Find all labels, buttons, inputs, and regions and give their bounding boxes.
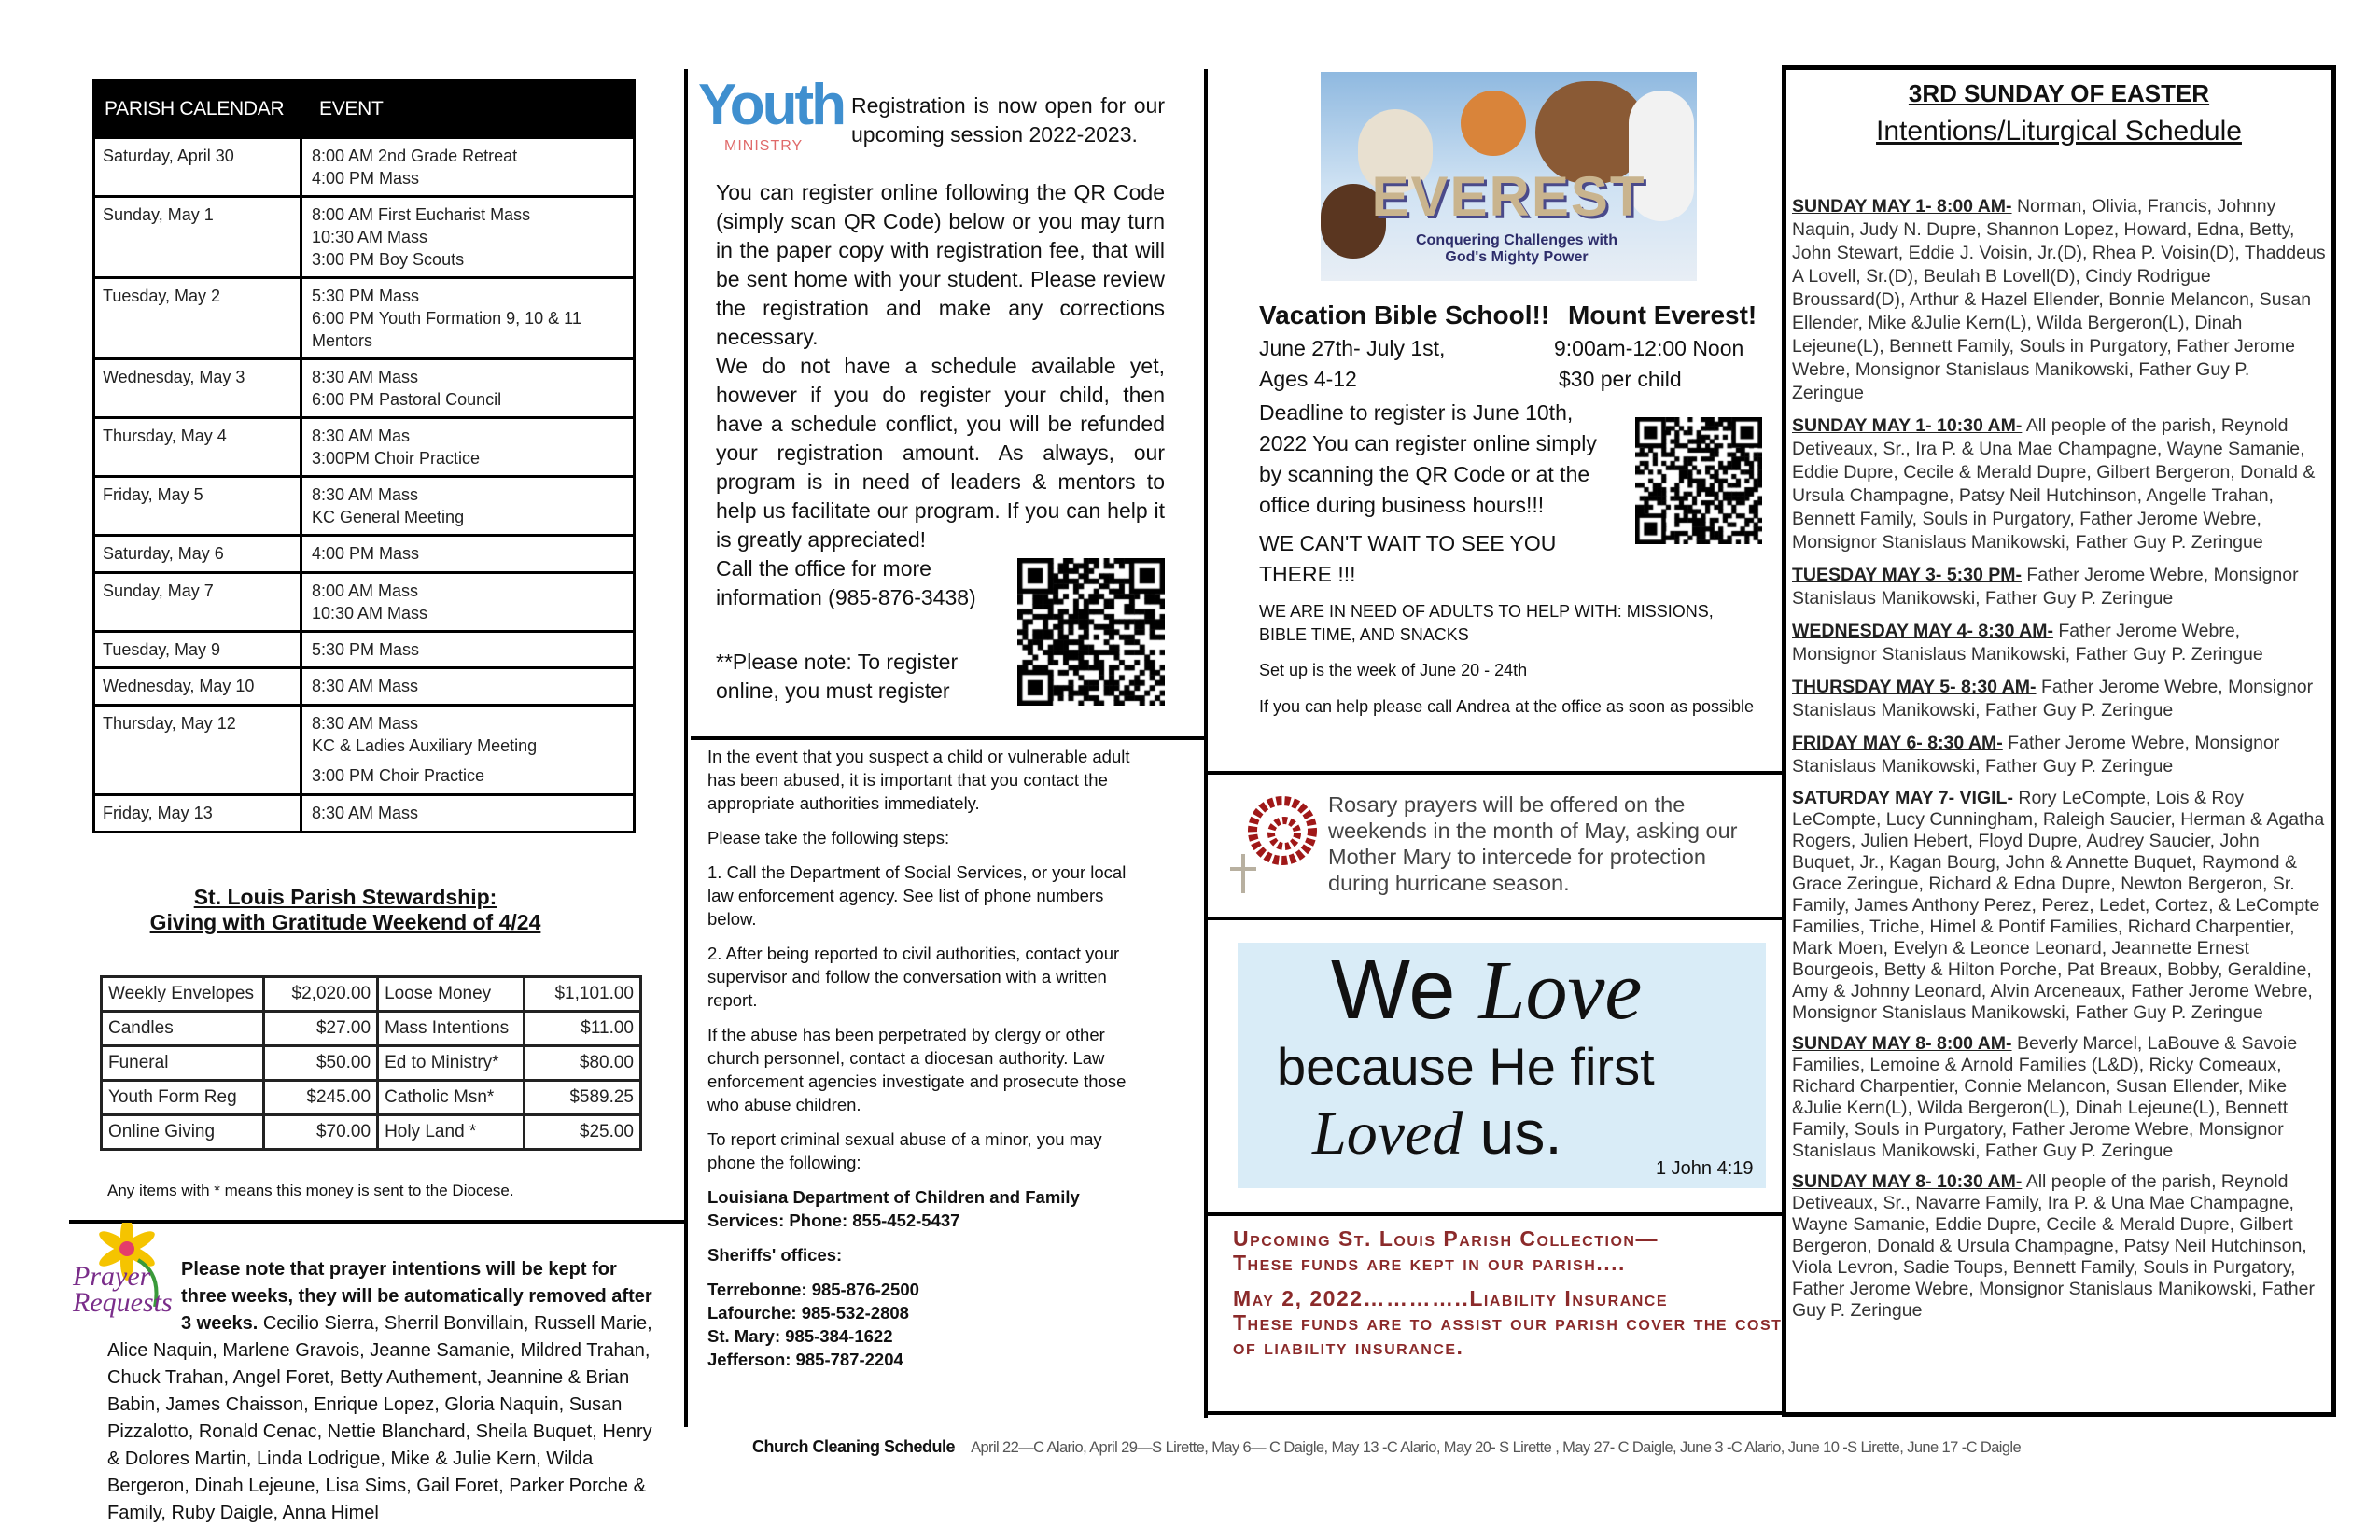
youth-call: Call the office for more information (985-876-3438) bbox=[716, 556, 976, 609]
abuse-paragraph: 2. After being reported to civil authorities, contact your supervisor and follow the conversation with a written report. bbox=[707, 944, 1120, 1010]
calendar-date: Thursday, May 4 bbox=[95, 419, 302, 475]
schedule-entry-text: Father Jerome Webre, Monsignor Stanislaus Manikowski, Father Guy P. Zeringue bbox=[1792, 621, 2263, 665]
calendar-events bbox=[302, 478, 633, 534]
amount-cell: $1,101.00 bbox=[524, 977, 640, 1012]
amount-cell: $70.00 bbox=[264, 1115, 378, 1150]
schedule-subtitle: Intentions/Liturgical Schedule bbox=[1876, 116, 2242, 147]
schedule-entry-label: FRIDAY MAY 6- 8:30 AM- bbox=[1792, 733, 2003, 753]
amount-cell: $245.00 bbox=[264, 1081, 378, 1115]
logo-text: Prayer bbox=[73, 1261, 151, 1292]
calendar-event: 8:30 AM Mas bbox=[312, 427, 411, 445]
calendar-event: 5:30 PM Mass bbox=[312, 640, 420, 659]
schedule-title: 3RD SUNDAY OF EASTER bbox=[1908, 79, 2210, 107]
vbs-ages: Ages 4-12 bbox=[1259, 367, 1357, 391]
ladcfs-phone: Louisiana Department of Children and Family Services: Phone: 855-452-5437 bbox=[707, 1187, 1080, 1230]
vbs-help: If you can help please call Andrea at the office as soon as possible bbox=[1259, 697, 1755, 716]
schedule-entry bbox=[1792, 414, 2326, 554]
calendar-events bbox=[302, 796, 633, 831]
stewardship-row bbox=[102, 1012, 641, 1046]
prayer-names: Cecilio Sierra, Sherril Bonvillain, Russell Marie, Alice Naquin, Marlene Gravois, Jeanne Samanie, Mildred Trahan, Chuck Trahan, Angel Foret, Betty Authement, Jeannine & Brian Babin, James Chaisson, Enrique Lopez, Gloria Naquin, Susan Pizzalotto, Ronald Cenac, Nettie Blanchard, Sheila Buquet, Henry & Dolores Martin, Linda Lodrigue, Mike & Julie Kern, Wilda Bergeron, Dinah Lejeune, Lisa Sims, Gail Foret, Parker Porche & Family, Ruby Daigle, Anna Himel bbox=[107, 1313, 652, 1523]
verse-word: Loved bbox=[1312, 1099, 1463, 1168]
schedule-entry bbox=[1792, 732, 2326, 778]
category-cell: Catholic Msn* bbox=[378, 1081, 525, 1115]
schedule-entry-text: All people of the parish, Reynold Detiveaux, Sr., Ira P. & Una Mae Champagne, Wayne Samanie, Eddie Dupre, Cecile & Merald Dupre, Gilbert Bergeron, Donald & Ursula Champagne, Patsy Neil Hutchinson, Angelle Trahan, Bennett Family, Souls in Purgatory, Father Jerome Webre, Monsignor Stanislaus Manikowski, Father Guy P. Zeringue bbox=[1792, 415, 2316, 553]
category-cell: Ed to Ministry* bbox=[378, 1046, 525, 1081]
everest-banner-image bbox=[1321, 72, 1697, 281]
collection-line: May 2, 2022…………..Liability Insurance bbox=[1233, 1286, 1668, 1310]
youth-note: **Please note: To register online, you must register bbox=[716, 650, 959, 703]
calendar-date: Tuesday, May 9 bbox=[95, 633, 302, 666]
youth-paragraph: You can register online following the QR Code (simply scan QR Code) below or you may turn in the paper copy with registration fee, that will be sent home with your student. Please review the registration and make any corrections necessary. bbox=[716, 180, 1165, 349]
cleaning-label: Church Cleaning Schedule bbox=[752, 1437, 956, 1456]
category-cell: Mass Intentions bbox=[378, 1012, 525, 1046]
abuse-paragraph: 1. Call the Department of Social Services, or your local law enforcement agency. See list of phone numbers below. bbox=[707, 862, 1127, 929]
calendar-date: Saturday, April 30 bbox=[95, 139, 302, 195]
calendar-date: Tuesday, May 2 bbox=[95, 279, 302, 357]
calendar-row bbox=[95, 195, 633, 276]
calendar-event: 8:30 AM Mass bbox=[312, 677, 419, 695]
rosary-text: Rosary prayers will be offered on the weekends in the month of May, asking our Mother Mary to intercede for protection during hurricane season. bbox=[1328, 792, 1738, 895]
calendar-event: 10:30 AM Mass bbox=[312, 604, 428, 623]
amount-cell: $2,020.00 bbox=[264, 977, 378, 1012]
stewardship-title-line1: St. Louis Parish Stewardship: bbox=[193, 885, 497, 909]
category-cell: Weekly Envelopes bbox=[102, 977, 264, 1012]
amount-cell: $589.25 bbox=[524, 1081, 640, 1115]
amount-cell: $27.00 bbox=[264, 1012, 378, 1046]
calendar-event: 5:30 PM Mass bbox=[312, 287, 420, 305]
verse-reference: 1 John 4:19 bbox=[1656, 1158, 1754, 1179]
youth-intro: Registration is now open for our upcoming session 2022-2023. bbox=[851, 93, 1165, 147]
stewardship-row bbox=[102, 1115, 641, 1150]
schedule-entry-label: THURSDAY MAY 5- 8:30 AM- bbox=[1792, 677, 2037, 697]
logo-text: Youth bbox=[698, 73, 845, 137]
banner-tagline: Conquering Challenges with God's Mighty Power bbox=[1415, 232, 1617, 265]
collection-line: These funds are kept in our parish.... bbox=[1233, 1251, 1626, 1275]
schedule-entry-text: Norman, Olivia, Francis, Johnny Naquin, Judy N. Dupre, Shannon Lopez, Howard, Edna, Betty, John Stewart, Eddie J. Voisin, Jr.(D), Rhea P. Voisin(D), Thaddeus A Lovell, Sr.(D), Beulah B Lovell(D), Cindy Rodrigue Broussard(D), Arthur & Hazel Ellender, Bonnie Melancon, Susan Ellender, Mike &Julie Kern(L), Wilda Bergeron(L), Dinah Lejeune(L), Bennett Family, Souls in Purgatory, Father Jerome Webre, Monsignor Stanislaus Manikowski, Father Guy P. Zeringue bbox=[1792, 196, 2326, 403]
calendar-event: 6:00 PM Youth Formation 9, 10 & 11 Mentors bbox=[312, 309, 581, 350]
vbs-cant-wait: WE CAN'T WAIT TO SEE YOU THERE !!! bbox=[1259, 531, 1557, 586]
section-divider bbox=[1206, 1212, 1785, 1216]
logo-text: Requests bbox=[73, 1287, 173, 1318]
schedule-entry-text: Beverly Marcel, LaBouve & Savoie Families, Lemoine & Arnold Families (L&D), Ricky Comeaux, Richard Charpentier, Connie Melancon, Susan Ellender, Mike &Julie Kern(L), Wilda Bergeron(L), Dinah Lejeune(L), Bennett Family, Souls in Purgatory, Father Jerome Webre, Monsignor Stanislaus Manikowski, Father Guy P. Zeringue bbox=[1792, 1033, 2298, 1161]
calendar-date: Friday, May 13 bbox=[95, 796, 302, 831]
verse-image bbox=[1238, 943, 1766, 1188]
vbs-qr-code[interactable] bbox=[1635, 417, 1762, 544]
vbs-title: Vacation Bible School!! bbox=[1259, 301, 1550, 329]
category-cell: Youth Form Reg bbox=[102, 1081, 264, 1115]
calendar-row bbox=[95, 793, 633, 831]
calendar-date: Friday, May 5 bbox=[95, 478, 302, 534]
calendar-row bbox=[95, 276, 633, 357]
collection-line: Upcoming St. Louis Parish Collection— bbox=[1233, 1226, 1659, 1251]
calendar-date: Wednesday, May 3 bbox=[95, 360, 302, 416]
logo-spacer bbox=[716, 91, 851, 178]
calendar-events bbox=[302, 669, 633, 704]
vbs-hours: 9:00am-12:00 Noon bbox=[1554, 336, 1744, 360]
prayer-note: Please note that prayer intentions will be kept for three weeks, they will be automatically removed after 3 weeks. bbox=[181, 1259, 652, 1334]
calendar-event: 6:00 PM Pastoral Council bbox=[312, 390, 502, 409]
verse-word: us. bbox=[1479, 1098, 1562, 1167]
calendar-events bbox=[302, 139, 633, 195]
calendar-header bbox=[95, 82, 633, 136]
calendar-event: KC General Meeting bbox=[312, 508, 465, 526]
liturgical-schedule-box bbox=[1782, 65, 2336, 1417]
schedule-entry-label: SATURDAY MAY 7- VIGIL- bbox=[1792, 788, 2013, 808]
calendar-row bbox=[95, 475, 633, 534]
schedule-entry-text: Rory LeCompte, Lois & Roy LeCompte, Lucy Cunningham, Raleigh Saucier, Herman & Agatha Rogers, Julien Hebert, Floyd Dupre, Audrey Saucier, John Buquet, Jr., Kagan Bourg, John & Annette Buquet, Raymond & Grace Zeringue, Richard & Edna Dupre, Newton Bergeron, Sr. Family, James Anthony Perez, Perez, Ledet, Cortez, & LeCompte Families, Triche, Himel & Pontif Families, Richard Charpentier, Mark Moen, Evelyn & Leonce Leonard, Jeannette Ernest Bourgeois, Betty & Hilton Porche, Pat Breaux, Bobby, Geraldine, Amy & Johnny Leonard, Alvin Arceneaux, Father Jerome Webre, Monsignor Stanislaus Manikowski, Father Guy P. Zeringue bbox=[1792, 788, 2325, 1023]
abuse-reporting-info bbox=[707, 745, 1146, 1371]
schedule-entry bbox=[1792, 1033, 2326, 1162]
calendar-event: 8:00 AM First Eucharist Mass bbox=[312, 205, 531, 224]
calendar-date: Sunday, May 1 bbox=[95, 198, 302, 276]
sheriff-phones bbox=[707, 1278, 1146, 1371]
sheriff-phone: St. Mary: 985-384-1622 bbox=[707, 1326, 893, 1346]
amount-cell: $50.00 bbox=[264, 1046, 378, 1081]
section-divider bbox=[1206, 1411, 1785, 1415]
calendar-date: Thursday, May 12 bbox=[95, 707, 302, 793]
vbs-deadline: Deadline to register is June 10th, 2022 You can register online simply by scanning the QR Code or at the office during business hours!!! bbox=[1259, 400, 1597, 517]
amount-cell: $80.00 bbox=[524, 1046, 640, 1081]
rosary-icon bbox=[1226, 789, 1320, 899]
youth-paragraph: We do not have a schedule available yet, however if you do register your child, then have a schedule conflict, you will be refunded your registration amount. As always, our program is in need of leaders & mentors to help us facilitate our program. If you can help it is greatly appreciated! bbox=[716, 354, 1165, 552]
schedule-entry-label: SUNDAY MAY 1- 8:00 AM- bbox=[1792, 196, 2012, 217]
stewardship-row bbox=[102, 1046, 641, 1081]
calendar-events bbox=[302, 537, 633, 571]
calendar-events bbox=[302, 574, 633, 630]
verse-word: Love bbox=[1478, 945, 1643, 1037]
vbs-volunteers-needed: WE ARE IN NEED OF ADULTS TO HELP WITH: MISSIONS, BIBLE TIME, AND SNACKS bbox=[1259, 602, 1714, 644]
abuse-paragraph: If the abuse has been perpetrated by clergy or other church personnel, contact a diocesan authority. Law enforcement agencies investigate and prosecute those who abuse children. bbox=[707, 1025, 1127, 1114]
calendar-events bbox=[302, 360, 633, 416]
calendar-event: KC & Ladies Auxiliary Meeting bbox=[312, 736, 538, 755]
calendar-event: 3:00 PM Boy Scouts bbox=[312, 250, 465, 269]
vbs-dates: June 27th- July 1st, bbox=[1259, 336, 1446, 360]
verse-text bbox=[1331, 945, 1642, 1037]
section-divider bbox=[691, 736, 1206, 740]
schedule-entry bbox=[1792, 1171, 2326, 1322]
calendar-row bbox=[95, 704, 633, 793]
verse-text: because He first bbox=[1277, 1037, 1655, 1096]
youth-qr-code[interactable] bbox=[1017, 558, 1165, 706]
upcoming-collection bbox=[1233, 1226, 1784, 1359]
verse-word: We bbox=[1331, 944, 1456, 1037]
vbs-title-2: Mount Everest! bbox=[1568, 301, 1757, 329]
calendar-row bbox=[95, 666, 633, 704]
youth-section bbox=[716, 91, 1165, 706]
category-cell: Online Giving bbox=[102, 1115, 264, 1150]
logo-text: MINISTRY bbox=[724, 138, 804, 154]
calendar-event: 4:00 PM Mass bbox=[312, 544, 420, 563]
category-cell: Loose Money bbox=[378, 977, 525, 1012]
calendar-events bbox=[302, 419, 633, 475]
stewardship-row bbox=[102, 1081, 641, 1115]
amount-cell: $11.00 bbox=[524, 1012, 640, 1046]
calendar-event: 8:30 AM Mass bbox=[312, 804, 419, 822]
verse-text bbox=[1312, 1098, 1562, 1169]
calendar-event: 8:30 AM Mass bbox=[312, 368, 419, 386]
abuse-paragraph: Please take the following steps: bbox=[707, 828, 950, 847]
sheriffs-heading: Sheriffs' offices: bbox=[707, 1245, 843, 1265]
schedule-entries bbox=[1792, 195, 2326, 1331]
calendar-event: 8:30 AM Mass bbox=[312, 485, 419, 504]
banner-title: EVEREST bbox=[1371, 165, 1646, 228]
schedule-entry bbox=[1792, 195, 2326, 405]
stewardship-row bbox=[102, 977, 641, 1012]
collection-line: These funds are to assist our parish cover the cost of liability insurance. bbox=[1233, 1310, 1783, 1359]
schedule-entry bbox=[1792, 620, 2326, 666]
category-cell: Candles bbox=[102, 1012, 264, 1046]
prayer-requests-text bbox=[107, 1256, 667, 1527]
calendar-event: 3:00PM Choir Practice bbox=[312, 449, 481, 468]
calendar-event: 8:30 AM Mass bbox=[312, 714, 419, 733]
schedule-entry-label: SUNDAY MAY 8- 8:00 AM- bbox=[1792, 1033, 2012, 1054]
sheriff-phone: Jefferson: 985-787-2204 bbox=[707, 1350, 903, 1369]
sheriff-phone: Terrebonne: 985-876-2500 bbox=[707, 1280, 919, 1299]
calendar-header-date: PARISH CALENDAR bbox=[105, 98, 285, 119]
schedule-entry-label: SUNDAY MAY 8- 10:30 AM- bbox=[1792, 1171, 2023, 1192]
vbs-price: $30 per child bbox=[1559, 367, 1682, 391]
calendar-event: 3:00 PM Choir Practice bbox=[312, 766, 485, 785]
schedule-entry-label: TUESDAY MAY 3- 5:30 PM- bbox=[1792, 565, 2023, 585]
calendar-header-event: EVENT bbox=[319, 98, 384, 119]
cleaning-text: April 22—C Alario, April 29—S Lirette, May 6— C Daigle, May 13 -C Alario, May 20- S Lirette , May 27- C Daigle, June 3 -C Alario, June 10 -S Lirette, June 17 -C Daigle bbox=[971, 1439, 2022, 1456]
stewardship-title-line2: Giving with Gratitude Weekend of 4/24 bbox=[149, 910, 541, 934]
calendar-event: 8:00 AM Mass bbox=[312, 581, 419, 600]
calendar-event: 8:00 AM 2nd Grade Retreat bbox=[312, 147, 518, 165]
vbs-setup: Set up is the week of June 20 - 24th bbox=[1259, 661, 1528, 679]
calendar-date: Wednesday, May 10 bbox=[95, 669, 302, 704]
abuse-paragraph: In the event that you suspect a child or vulnerable adult has been abused, it is important that you contact the appropriate authorities immediately. bbox=[707, 747, 1130, 813]
schedule-entry-label: SUNDAY MAY 1- 10:30 AM- bbox=[1792, 415, 2023, 436]
calendar-date: Sunday, May 7 bbox=[95, 574, 302, 630]
calendar-row bbox=[95, 357, 633, 416]
stewardship-title bbox=[93, 885, 597, 935]
calendar-events bbox=[302, 279, 633, 357]
section-divider bbox=[1206, 771, 1785, 775]
calendar-row bbox=[95, 630, 633, 666]
stewardship-table bbox=[100, 975, 642, 1151]
abuse-paragraph: To report criminal sexual abuse of a minor, you may phone the following: bbox=[707, 1129, 1102, 1172]
schedule-entry bbox=[1792, 564, 2326, 610]
calendar-events bbox=[302, 633, 633, 666]
calendar-events bbox=[302, 707, 633, 793]
schedule-entry bbox=[1792, 788, 2326, 1024]
calendar-event: 10:30 AM Mass bbox=[312, 228, 428, 246]
schedule-entry-text: Father Jerome Webre, Monsignor Stanislaus Manikowski, Father Guy P. Zeringue bbox=[1792, 677, 2314, 721]
amount-cell: $25.00 bbox=[524, 1115, 640, 1150]
sheriff-phone: Lafourche: 985-532-2808 bbox=[707, 1303, 909, 1323]
schedule-entry-text: Father Jerome Webre, Monsignor Stanislaus Manikowski, Father Guy P. Zeringue bbox=[1792, 733, 2280, 777]
calendar-row bbox=[95, 534, 633, 571]
calendar-events bbox=[302, 198, 633, 276]
logo-spacer bbox=[107, 1256, 181, 1337]
section-divider bbox=[1206, 917, 1785, 920]
category-cell: Funeral bbox=[102, 1046, 264, 1081]
calendar-row bbox=[95, 571, 633, 630]
calendar-row bbox=[95, 136, 633, 195]
schedule-entry-label: WEDNESDAY MAY 4- 8:30 AM- bbox=[1792, 621, 2053, 641]
category-cell: Holy Land * bbox=[378, 1115, 525, 1150]
calendar-row bbox=[95, 416, 633, 475]
parish-calendar-table bbox=[92, 79, 636, 833]
calendar-date: Saturday, May 6 bbox=[95, 537, 302, 571]
schedule-entry-text: Father Jerome Webre, Monsignor Stanislaus Manikowski, Father Guy P. Zeringue bbox=[1792, 565, 2299, 609]
calendar-event: 4:00 PM Mass bbox=[312, 169, 420, 188]
cleaning-schedule bbox=[752, 1437, 2021, 1457]
stewardship-footnote: Any items with * means this money is sent to the Diocese. bbox=[107, 1182, 514, 1199]
schedule-entry bbox=[1792, 676, 2326, 722]
schedule-entry-text: All people of the parish, Reynold Detiveaux, Sr., Navarre Family, Ira P. & Una Mae Champagne, Wayne Samanie, Eddie Dupre, Cecile & Merald Dupre, Gilbert Bergeron, Donald & Ursula Champagne, Patsy Neil Hutchinson, Viola Levron, Sadie Toups, Bennett Family, Souls in Purgatory, Father Jerome Webre, Monsignor Stanislaus Manikowski, Father Guy P. Zeringue bbox=[1792, 1171, 2315, 1321]
